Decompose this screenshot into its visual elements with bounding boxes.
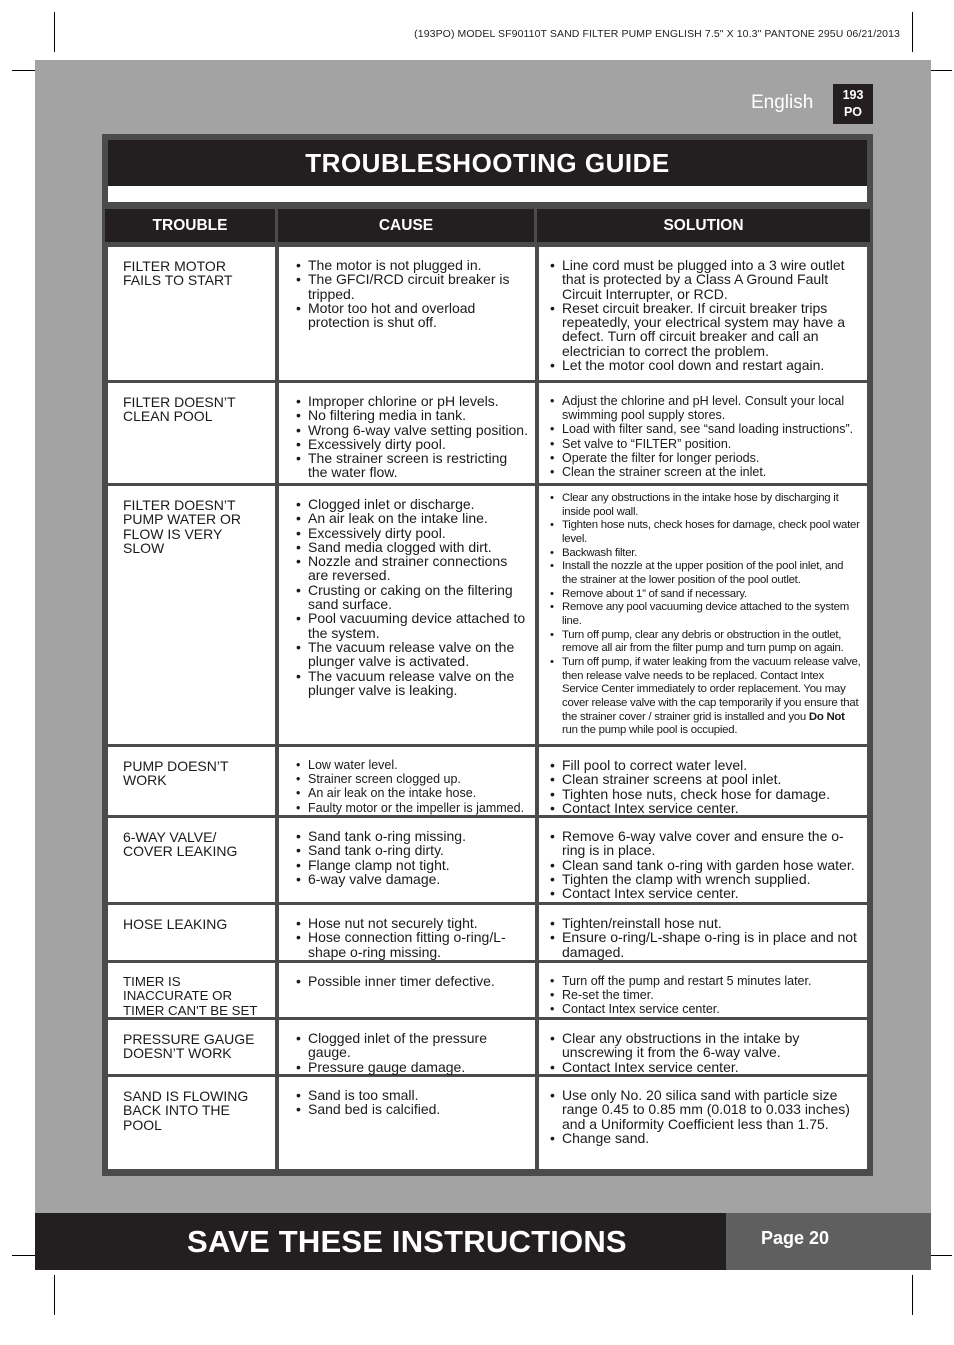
cause-item: • Crusting or caking on the filtering sand surface. — [296, 583, 529, 612]
solution-text: run the pump while pool is occupied. — [562, 724, 738, 737]
solution-item: • Let the motor cool down and restart again. — [550, 358, 861, 372]
crop-mark — [912, 12, 913, 52]
trouble-text: POOL — [123, 1116, 162, 1133]
trouble-text: CLEAN POOL — [123, 408, 213, 425]
cause-item: • Flange clamp not tight. — [296, 858, 529, 872]
solution-item: • Install the nozzle at the upper position of the pool inlet, and the strainer at the lower position of the pool outlet. — [550, 560, 861, 587]
trouble-text: COVER LEAKING — [123, 843, 238, 860]
cause-item: • An air leak on the intake hose. — [296, 786, 529, 800]
trouble-text: FLOW IS VERY — [123, 525, 223, 542]
solution-item: • Clean strainer screens at pool inlet. — [550, 772, 861, 786]
solution-item: • Contact Intex service center. — [550, 1002, 861, 1016]
solution-item: • Use only No. 20 silica sand with particle size range 0.45 to 0.85 mm (0.018 to 0.033 inches) and a Uniformity Coefficient less than 1.75. — [550, 1088, 861, 1131]
solution-item: • Clear any obstructions in the intake by unscrewing it from the 6-way valve. — [550, 1031, 861, 1060]
trouble-text: HOSE LEAKING — [123, 916, 228, 932]
cause-item: • 6-way valve damage. — [296, 872, 529, 886]
cause-item: • Hose connection fitting o-ring/L-shape o-ring missing. — [296, 930, 529, 959]
solution-item: • Tighten the clamp with wrench supplied. — [550, 872, 861, 886]
cause-item: • The strainer screen is restricting the water flow. — [296, 451, 529, 480]
solution-item: • Remove about 1” of sand if necessary. — [550, 588, 861, 602]
header-trouble: TROUBLE — [105, 209, 275, 242]
cause-item: • Possible inner timer defective. — [296, 974, 529, 988]
cause-cell — [279, 383, 535, 483]
trouble-cell — [108, 1020, 275, 1074]
cause-item: • Pressure gauge damage. — [296, 1060, 529, 1074]
cause-item: • The GFCI/RCD circuit breaker is tripped. — [296, 272, 529, 301]
trouble-cell — [108, 1077, 275, 1169]
solution-item: • Clean the strainer screen at the inlet. — [550, 465, 861, 479]
header-solution: SOLUTION — [537, 209, 870, 242]
cause-item: • Strainer screen clogged up. — [296, 772, 529, 786]
solution-item: • Tighten/reinstall hose nut. — [550, 916, 861, 930]
solution-item: • Set valve to “FILTER” position. — [550, 437, 861, 451]
solution-cell — [539, 486, 867, 744]
trouble-cell — [108, 747, 275, 815]
solution-item: • Tighten hose nuts, check hoses for damage, check pool water level. — [550, 519, 861, 546]
cause-item: • Sand media clogged with dirt. — [296, 540, 529, 554]
cause-item: • Hose nut not securely tight. — [296, 916, 529, 930]
solution-item: • Backwash filter. — [550, 547, 861, 561]
footer-bar — [35, 1213, 726, 1270]
trouble-text: FAILS TO START — [123, 272, 233, 289]
cause-item: • Sand tank o-ring dirty. — [296, 843, 529, 857]
trouble-text: FILTER DOESN’T — [123, 497, 236, 513]
trouble-cell — [108, 486, 275, 744]
trouble-text: PUMP WATER OR — [123, 511, 241, 528]
trouble-text: 6-WAY VALVE/ — [123, 829, 217, 845]
cause-item: • The vacuum release valve on the plunger valve is activated. — [296, 640, 529, 669]
solution-item — [550, 656, 861, 738]
solution-item: • Clean sand tank o-ring with garden hose water. — [550, 858, 861, 872]
trouble-text: INACCURATE OR — [123, 988, 233, 1004]
language-label: English — [751, 92, 814, 113]
cause-item: • Wrong 6-way valve setting position. — [296, 423, 529, 437]
cause-item: • Sand bed is calcified. — [296, 1102, 529, 1116]
cause-cell — [279, 1077, 535, 1169]
cause-item: • Sand tank o-ring missing. — [296, 829, 529, 843]
solution-item: • Adjust the chlorine and pH level. Consult your local swimming pool supply stores. — [550, 394, 861, 422]
solution-item: • Load with filter sand, see “sand loading instructions”. — [550, 422, 861, 436]
title-divider — [108, 186, 867, 202]
solution-item: • Remove 6-way valve cover and ensure the o-ring is in place. — [550, 829, 861, 858]
solution-item: • Reset circuit breaker. If circuit breaker trips repeatedly, your electrical system may have a defect. Turn off circuit breaker and call an electrician to correct the problem. — [550, 301, 861, 358]
solution-item: • Line cord must be plugged into a 3 wire outlet that is protected by a Class A Ground Fault Circuit Interrupter, or RCD. — [550, 258, 861, 301]
cause-item: • No filtering media in tank. — [296, 408, 529, 422]
cause-item: • Sand is too small. — [296, 1088, 529, 1102]
cause-cell — [279, 247, 535, 380]
trouble-text: DOESN’T WORK — [123, 1045, 232, 1062]
cause-item: • The vacuum release valve on the plunger valve is leaking. — [296, 669, 529, 698]
code-line-1: 193 — [842, 88, 864, 102]
trouble-text: TIMER IS — [123, 974, 181, 989]
cause-cell — [279, 1020, 535, 1074]
solution-cell — [539, 1077, 867, 1169]
trouble-text: PUMP DOESN’T — [123, 758, 229, 774]
trouble-cell — [108, 818, 275, 902]
solution-item: • Contact Intex service center. — [550, 1060, 861, 1074]
solution-item: • Contact Intex service center. — [550, 801, 861, 815]
cause-item: • The motor is not plugged in. — [296, 258, 529, 272]
cause-item: • Clogged inlet of the pressure gauge. — [296, 1031, 529, 1060]
trouble-text: FILTER DOESN’T — [123, 394, 236, 410]
page-number-box — [726, 1213, 931, 1270]
crop-mark — [912, 1275, 913, 1315]
cause-cell — [279, 747, 535, 815]
solution-cell — [539, 1020, 867, 1074]
cause-item: • Faulty motor or the impeller is jammed. — [296, 801, 529, 815]
page-number: Page 20 — [761, 1228, 830, 1248]
solution-cell — [539, 963, 867, 1017]
solution-cell — [539, 247, 867, 380]
trouble-cell — [108, 905, 275, 960]
guide-title: TROUBLESHOOTING GUIDE — [108, 140, 867, 186]
cause-item: • Low water level. — [296, 758, 529, 772]
solution-item: • Remove any pool vacuuming device attached to the system line. — [550, 601, 861, 628]
crop-mark — [54, 12, 55, 52]
code-line-2: PO — [843, 105, 863, 119]
cause-cell — [279, 905, 535, 960]
solution-emphasis: Do Not — [808, 710, 845, 723]
solution-text: Turn off pump, if water leaking from the vacuum release valve, then release valve needs to be replaced. Contact Intex Service Center immediately to order replacement. You may cover release valve with the cap temporarily if you ensure that the strainer cover / strainer grid is installed and you — [562, 655, 861, 723]
solution-item: • Change sand. — [550, 1131, 861, 1145]
cause-cell — [279, 818, 535, 902]
trouble-text: FILTER MOTOR — [123, 258, 226, 274]
solution-item: • Turn off the pump and restart 5 minutes later. — [550, 974, 861, 988]
footer-title: SAVE THESE INSTRUCTIONS — [187, 1224, 627, 1259]
trouble-text: BACK INTO THE — [123, 1102, 230, 1119]
cause-item: • Excessively dirty pool. — [296, 437, 529, 451]
cause-item: • Pool vacuuming device attached to the system. — [296, 611, 529, 640]
code-badge — [833, 84, 873, 124]
solution-item: • Operate the filter for longer periods. — [550, 451, 861, 465]
cause-item: • Motor too hot and overload protection is shut off. — [296, 301, 529, 330]
solution-cell — [539, 747, 867, 815]
solution-item: • Tighten hose nuts, check hose for damage. — [550, 787, 861, 801]
cause-item: • Improper chlorine or pH levels. — [296, 394, 529, 408]
trouble-cell — [108, 247, 275, 380]
trouble-text: WORK — [123, 772, 167, 789]
cause-cell — [279, 486, 535, 744]
trouble-text: SLOW — [123, 539, 165, 556]
solution-item: • Clear any obstructions in the intake hose by discharging it inside pool wall. — [550, 492, 861, 519]
trouble-text: PRESSURE GAUGE — [123, 1031, 255, 1047]
solution-cell — [539, 383, 867, 483]
solution-item: • Re-set the timer. — [550, 988, 861, 1002]
header-cause: CAUSE — [278, 209, 534, 242]
trouble-cell — [108, 383, 275, 483]
print-info: (193PO) MODEL SF90110T SAND FILTER PUMP ENGLISH 7.5" X 10.3" PANTONE 295U 06/21/2013 — [414, 28, 900, 40]
solution-item: • Ensure o-ring/L-shape o-ring is in place and not damaged. — [550, 930, 861, 959]
cause-item: • Clogged inlet or discharge. — [296, 497, 529, 511]
solution-cell — [539, 818, 867, 902]
solution-item: • Turn off pump, clear any debris or obstruction in the outlet, remove all air from the filter pump and turn pump on again. — [550, 629, 861, 656]
cause-cell — [279, 963, 535, 1017]
cause-item: • An air leak on the intake line. — [296, 511, 529, 525]
trouble-text: SAND IS FLOWING — [123, 1088, 249, 1104]
cause-item: • Excessively dirty pool. — [296, 526, 529, 540]
crop-mark — [54, 1275, 55, 1315]
trouble-cell — [108, 963, 275, 1017]
troubleshooting-table — [102, 134, 873, 1176]
cause-item: • Nozzle and strainer connections are reversed. — [296, 554, 529, 583]
trouble-text: TIMER CAN'T BE SET — [123, 1002, 258, 1018]
solution-item: • Fill pool to correct water level. — [550, 758, 861, 772]
solution-item: • Contact Intex service center. — [550, 886, 861, 900]
solution-cell — [539, 905, 867, 960]
